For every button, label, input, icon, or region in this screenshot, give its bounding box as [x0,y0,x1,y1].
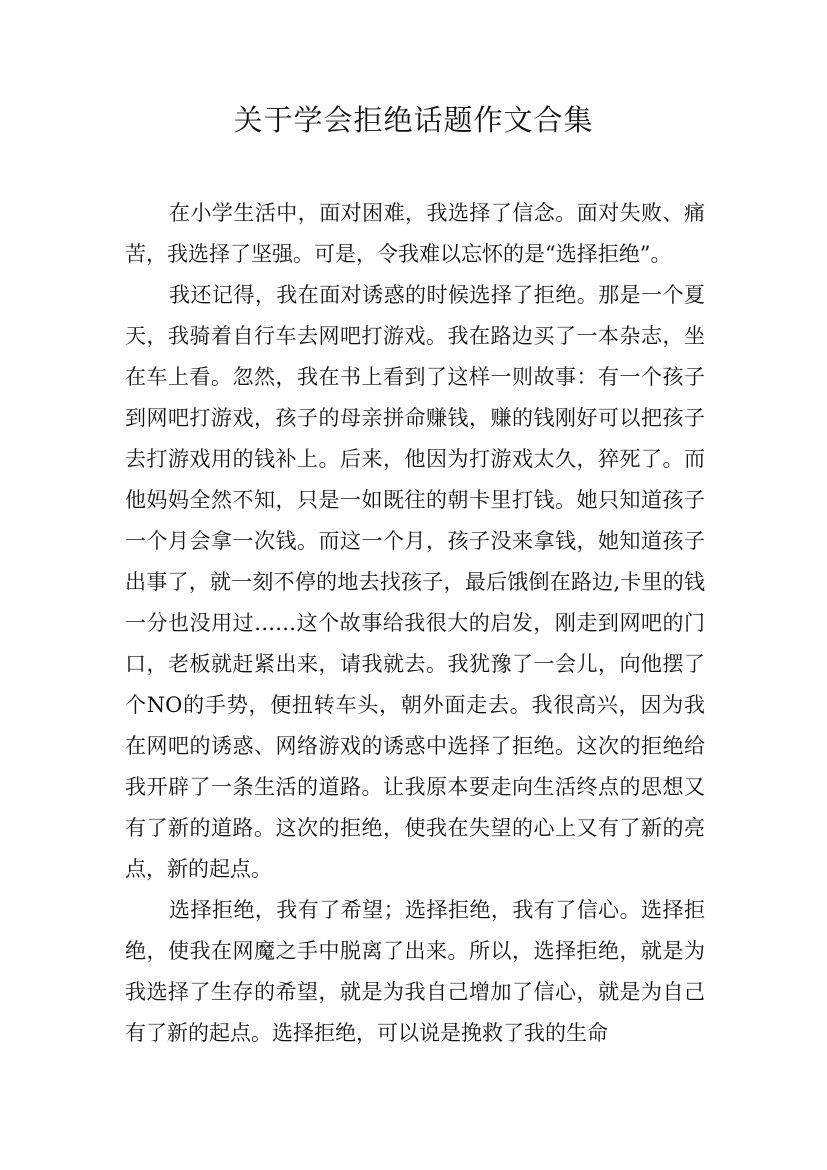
paragraph-2: 我还记得，我在面对诱惑的时候选择了拒绝。那是一个夏天，我骑着自行车去网吧打游戏。我在路边买了一本杂志，坐在车上看。忽然，我在书上看到了这样一则故事：有一个孩子到网吧打游戏，孩子的母亲拼命赚钱，赚的钱刚好可以把孩子去打游戏用的钱补上。后来，他因为打游戏太久，猝死了。而他妈妈全然不知，只是一如既往的朝卡里打钱。她只知道孩子一个月会拿一次钱。而这一个月，孩子没来拿钱，她知道孩子出事了，就一刻不停的地去找孩子，最后饿倒在路边,卡里的钱一分也没用过……这个故事给我很大的启发，刚走到网吧的门口，老板就赶紧出来，请我就去。我犹豫了一会儿，向他摆了个NO的手势，便扭转车头，朝外面走去。我很高兴，因为我在网吧的诱惑、网络游戏的诱惑中选择了拒绝。这次的拒绝给我开辟了一条生活的道路。让我原本要走向生活终点的思想又有了新的道路。这次的拒绝，使我在失望的心上又有了新的亮点，新的起点。 [125,283,705,881]
document-body [125,193,705,1054]
document-title: 关于学会拒绝话题作文合集 [233,103,594,137]
paragraph-1: 在小学生活中，面对困难，我选择了信念。面对失败、痛苦，我选择了坚强。可是，令我难以忘怀的是“选择拒绝”。 [125,201,705,266]
paragraph-3: 选择拒绝，我有了希望；选择拒绝，我有了信心。选择拒绝，使我在网魔之手中脱离了出来。所以，选择拒绝，就是为我选择了生存的希望，就是为我自己增加了信心，就是为自己有了新的起点。选择拒绝，可以说是挽救了我的生命 [125,898,705,1045]
